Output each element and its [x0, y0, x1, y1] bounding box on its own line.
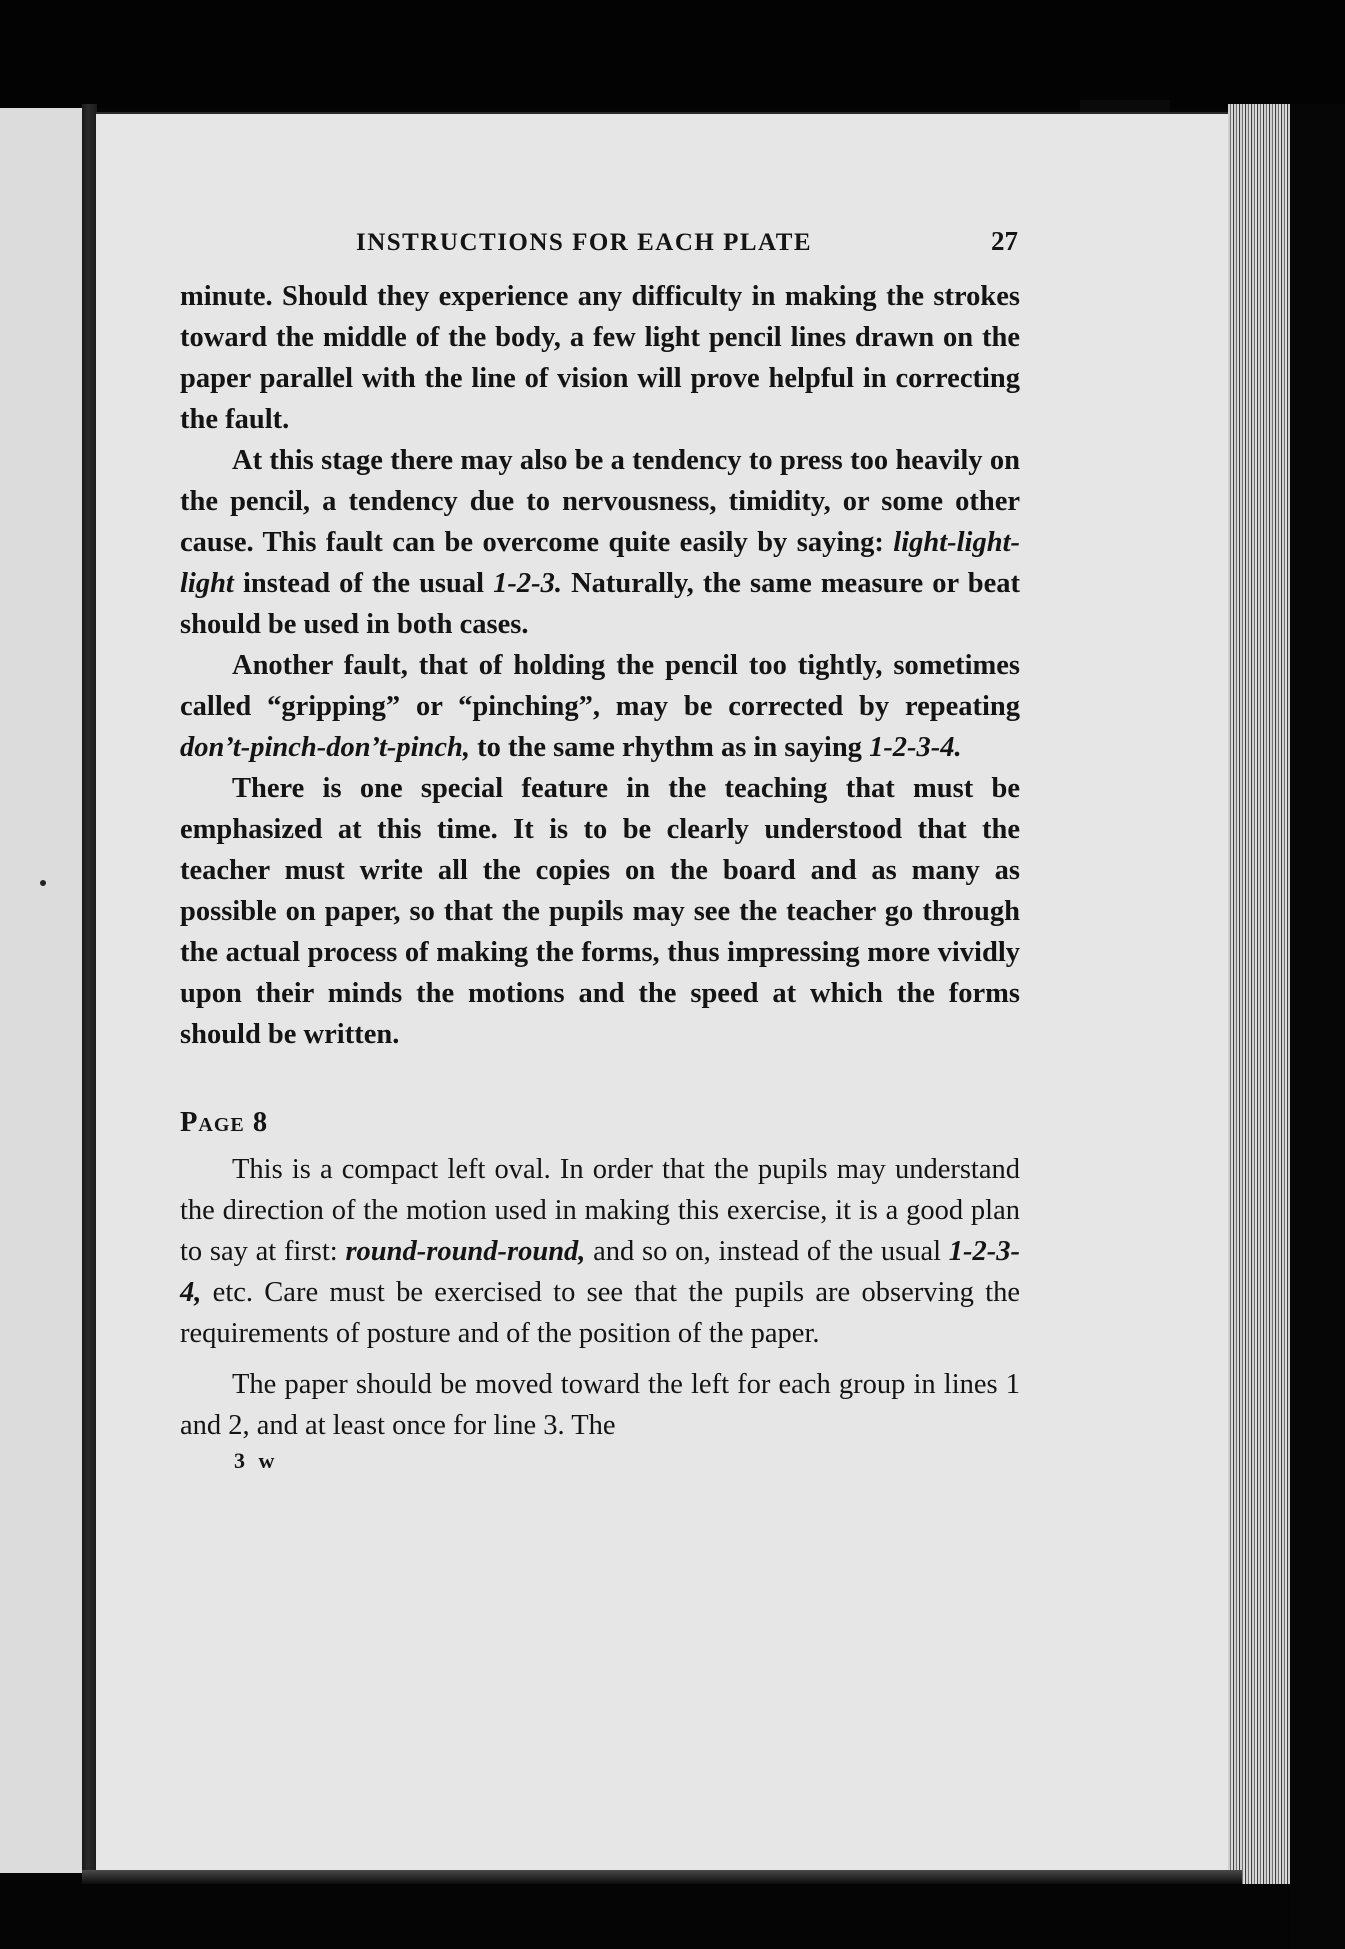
facing-page-edge: [0, 108, 85, 1873]
section-heading: Page 8: [180, 1107, 269, 1138]
scan-right-margin: [1290, 104, 1345, 1949]
page-bottom-shadow: [82, 1870, 1242, 1884]
page-stack-edges: [1228, 104, 1290, 1884]
scan-corner-mark: [1080, 100, 1170, 112]
scan-speck: [40, 880, 46, 886]
italic-phrase: light-light-light: [180, 527, 1020, 599]
paragraph-light-pressure: At this stage there may also be a tendency to press too heavily on the pencil, a tendency due to nervousness, timidity, or some other cause. This fault can be overcome quite easily by saying: light-light-light instead of the usual 1-2-3. Naturally, the same measure or beat should be used in both cases.: [180, 445, 1020, 640]
paragraph-gripping: Another fault, that of holding the pencil too tightly, sometimes called “gripping” or “pinching”, may be corrected by repeating don’t-pinch-don’t-pinch, to the same rhythm as in saying 1-2-3-4.: [180, 650, 1020, 763]
italic-phrase: don’t-pinch-don’t-pinch,: [180, 732, 471, 763]
scan-top-margin: [0, 0, 1345, 108]
running-head-title: INSTRUCTIONS FOR EACH PLATE: [356, 229, 813, 256]
italic-phrase: round-round-round,: [345, 1236, 586, 1267]
paragraph-paper-movement: The paper should be moved toward the left for each group in lines 1 and 2, and at least once for line 3. The: [180, 1369, 1020, 1441]
paragraph-continued: minute. Should they experience any difficulty in making the strokes toward the middle of the body, a few light pencil lines drawn on the paper parallel with the line of vision will prove helpful in correcting the fault.: [180, 281, 1020, 435]
book-gutter: [82, 104, 97, 1879]
signature-mark: 3 w: [234, 1448, 279, 1473]
page-number: 27: [991, 226, 1018, 256]
italic-count: 1-2-3-4,: [180, 1236, 1021, 1308]
italic-count: 1-2-3-4.: [869, 732, 962, 763]
paragraph-left-oval: This is a compact left oval. In order that the pupils may understand the direction of the motion used in making this exercise, it is a good plan to say at first: round-round-round, and so on, instead of the usual 1-2-3-4, etc. Care must be exercised to see that the pupils are observing the requirements of posture and of the position of the paper.: [180, 1154, 1021, 1349]
italic-count: 1-2-3.: [493, 568, 562, 599]
paragraph-teacher-copies: There is one special feature in the teaching that must be emphasized at this time. It is to be clearly understood that the teacher must write all the copies on the board and as many as possible on paper, so that the pupils may see the teacher go through the actual process of making the forms, thus impressing more vividly upon their minds the motions and the speed at which the forms should be written.: [180, 773, 1020, 1050]
page-text: [180, 226, 1020, 1474]
running-head: [356, 226, 1018, 268]
